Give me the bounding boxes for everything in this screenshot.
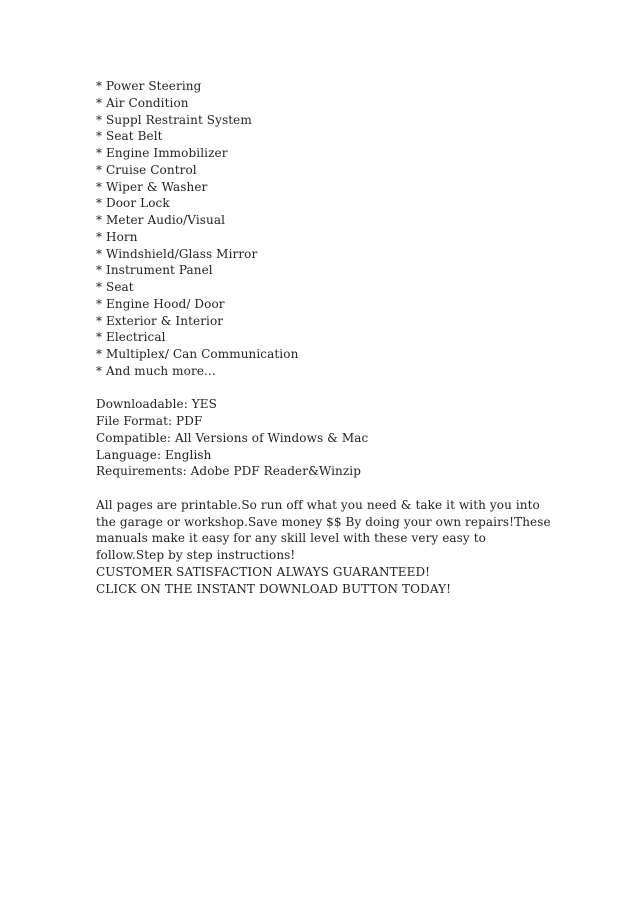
feature-item: * Exterior & Interior — [96, 313, 224, 328]
feature-item: * Windshield/Glass Mirror — [96, 246, 258, 261]
paragraph-gap — [96, 380, 566, 397]
spec-language: Language: English — [96, 447, 212, 462]
feature-item: * Suppl Restraint System — [96, 112, 252, 127]
feature-item: * Electrical — [96, 330, 166, 345]
closing-line: the garage or workshop.Save money $$ By doing your own repairs!These — [96, 514, 551, 529]
feature-item: * Wiper & Washer — [96, 179, 208, 194]
spec-list — [96, 396, 566, 480]
feature-item: * Seat Belt — [96, 129, 163, 144]
feature-item: * Engine Hood/ Door — [96, 296, 225, 311]
feature-item: * And much more... — [96, 363, 216, 378]
call-to-action-line: CLICK ON THE INSTANT DOWNLOAD BUTTON TODAY! — [96, 581, 452, 596]
feature-item: * Multiplex/ Can Communication — [96, 347, 299, 361]
closing-paragraph — [96, 497, 566, 598]
spec-requirements: Requirements: Adobe PDF Reader&Winzip — [96, 464, 361, 479]
feature-item: * Air Condition — [96, 95, 189, 110]
guarantee-line: CUSTOMER SATISFACTION ALWAYS GUARANTEED! — [96, 564, 431, 579]
spec-downloadable: Downloadable: YES — [96, 397, 217, 412]
feature-item: * Horn — [96, 229, 138, 244]
feature-item: * Cruise Control — [96, 162, 197, 177]
feature-item: * Instrument Panel — [96, 263, 213, 278]
feature-item: * Engine Immobilizer — [96, 146, 228, 160]
feature-item: * Seat — [96, 280, 134, 294]
closing-line: All pages are printable.So run off what you need & take it with you into — [96, 497, 540, 512]
closing-line: follow.Step by step instructions! — [96, 548, 296, 562]
paragraph-gap — [96, 480, 566, 497]
feature-item: * Power Steering — [96, 79, 202, 93]
feature-list — [96, 78, 566, 380]
document-body — [96, 78, 566, 597]
feature-item: * Meter Audio/Visual — [96, 213, 226, 227]
feature-item: * Door Lock — [96, 196, 170, 211]
spec-compatible: Compatible: All Versions of Windows & Mac — [96, 430, 369, 445]
spec-file-format: File Format: PDF — [96, 414, 203, 428]
closing-line: manuals make it easy for any skill level with these very easy to — [96, 531, 486, 546]
